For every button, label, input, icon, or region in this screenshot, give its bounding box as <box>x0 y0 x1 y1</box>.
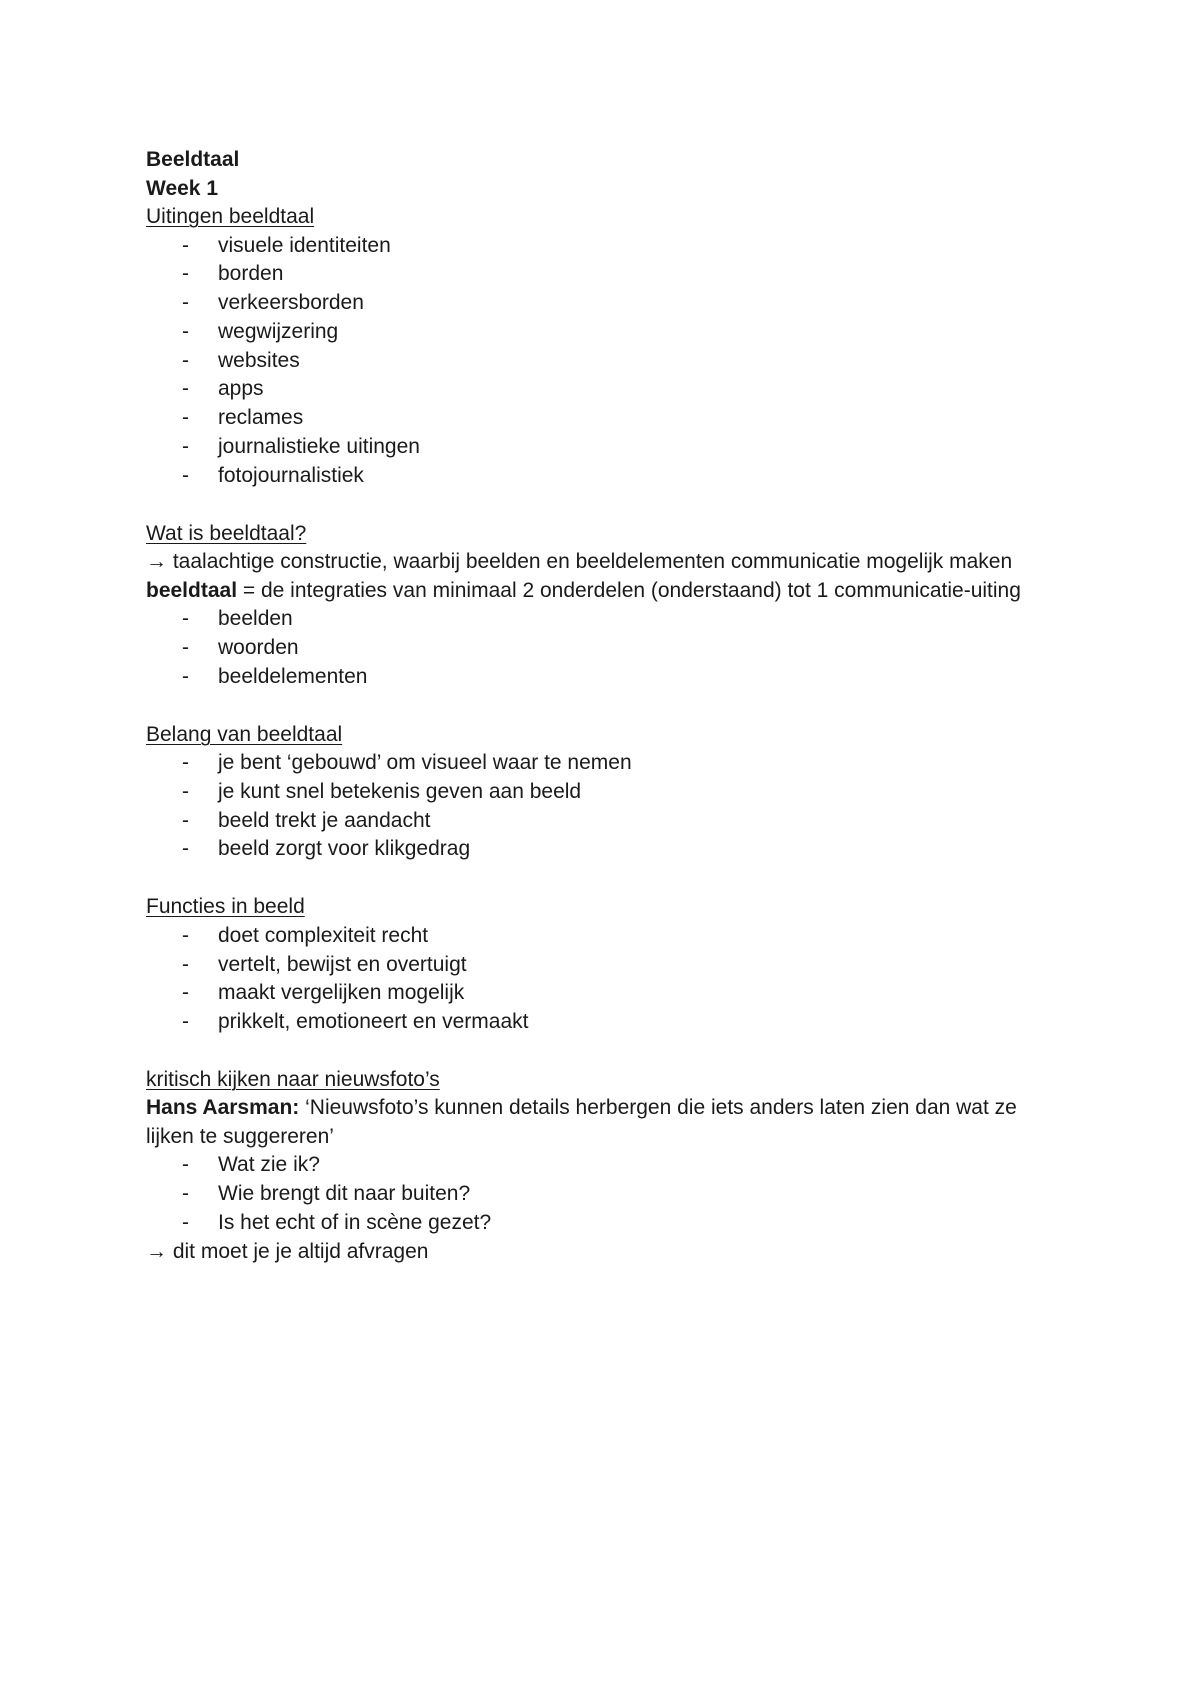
list-item: - reclames <box>146 404 1066 433</box>
list-item: - vertelt, bewijst en overtuigt <box>146 951 1066 980</box>
list-item: - websites <box>146 347 1066 376</box>
arrow-explanation: → taalachtige constructie, waarbij beelden en beeldelementen communicatie mogelijk maken <box>146 550 1013 574</box>
list-item: - beeld zorgt voor klikgedrag <box>146 835 1066 864</box>
document-title: Beeldtaal <box>146 148 240 171</box>
list-item: - visuele identiteiten <box>146 232 1066 261</box>
conclusion: → dit moet je je altijd afvragen <box>146 1239 429 1263</box>
definition <box>146 577 1046 606</box>
list-item: - Is het echt of in scène gezet? <box>146 1209 1066 1238</box>
list-item: - doet complexiteit recht <box>146 922 1066 951</box>
list-item: - woorden <box>146 634 1066 663</box>
list-item: - je bent ‘gebouwd’ om visueel waar te nemen <box>146 749 1066 778</box>
list-item: - journalistieke uitingen <box>146 433 1066 462</box>
list-item: - verkeersborden <box>146 289 1066 318</box>
list-vragen <box>146 1151 1066 1237</box>
list-item: - Wie brengt dit naar buiten? <box>146 1180 1066 1209</box>
list-item: - prikkelt, emotioneert en vermaakt <box>146 1008 1066 1037</box>
list-item: - je kunt snel betekenis geven aan beeld <box>146 778 1066 807</box>
list-item: - beeld trekt je aandacht <box>146 807 1066 836</box>
list-onderdelen <box>146 605 1066 691</box>
list-item: - beelden <box>146 605 1066 634</box>
list-functies <box>146 922 1066 1037</box>
list-item: - wegwijzering <box>146 318 1066 347</box>
list-item: - Wat zie ik? <box>146 1151 1066 1180</box>
list-item: - maakt vergelijken mogelijk <box>146 979 1066 1008</box>
document-page <box>146 146 1066 1266</box>
section-heading-belang: Belang van beeldtaal <box>146 722 343 746</box>
list-uitingen <box>146 232 1066 491</box>
list-item: - beeldelementen <box>146 663 1066 692</box>
definition-term: beeldtaal <box>146 578 238 602</box>
definition-text: = de integraties van minimaal 2 onderdelen (onderstaand) tot 1 communicatie-uiting <box>237 578 1021 602</box>
list-item: - apps <box>146 375 1066 404</box>
section-heading-wat-is: Wat is beeldtaal? <box>146 521 307 545</box>
quote-text: ‘Nieuwsfoto’s kunnen details herbergen die iets anders laten zien dan wat ze lijken te suggereren’ <box>146 1096 1017 1148</box>
section-heading-kritisch: kritisch kijken naar nieuwsfoto’s <box>146 1067 440 1091</box>
week-label: Week 1 <box>146 176 218 200</box>
section-heading-uitingen: Uitingen beeldtaal <box>146 205 315 228</box>
quote <box>146 1094 1046 1151</box>
list-belang <box>146 749 1066 864</box>
list-item: - borden <box>146 260 1066 289</box>
section-heading-functies: Functies in beeld <box>146 895 305 919</box>
list-item: - fotojournalistiek <box>146 462 1066 491</box>
quote-author: Hans Aarsman: <box>146 1096 300 1120</box>
